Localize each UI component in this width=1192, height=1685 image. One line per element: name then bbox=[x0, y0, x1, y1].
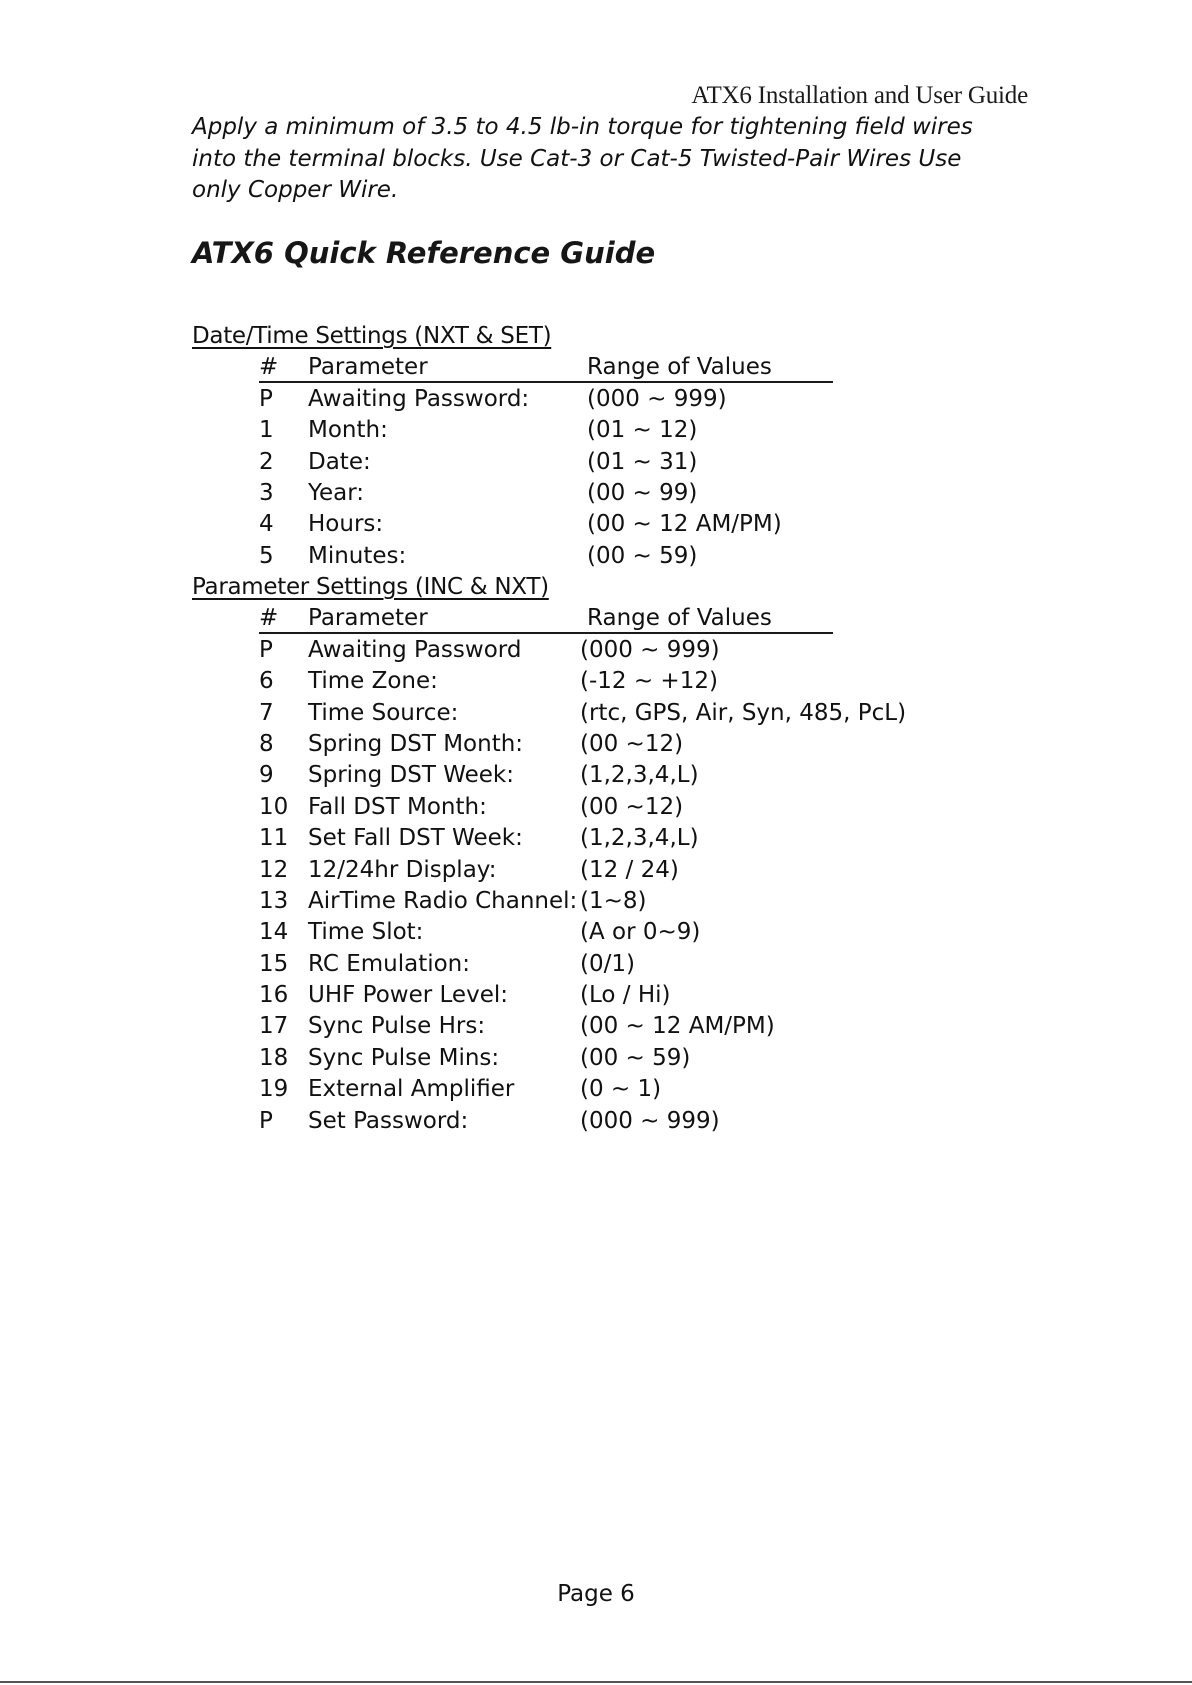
table-row bbox=[192, 415, 698, 446]
row-parameter: Spring DST Week: bbox=[308, 762, 514, 789]
row-number: 7 bbox=[259, 699, 274, 726]
page-number: Page 6 bbox=[557, 1581, 635, 1607]
row-parameter: RC Emulation: bbox=[308, 950, 471, 977]
row-parameter: Awaiting Password bbox=[308, 636, 522, 663]
row-parameter: Fall DST Month: bbox=[308, 793, 487, 820]
row-number: 12 bbox=[259, 856, 289, 883]
row-parameter: Sync Pulse Mins: bbox=[308, 1044, 500, 1071]
row-parameter: 12/24hr Display: bbox=[308, 856, 497, 883]
parameter-column-header bbox=[192, 603, 772, 634]
row-range: (0 ~ 1) bbox=[580, 1076, 662, 1103]
table-row bbox=[192, 980, 671, 1011]
row-number: 14 bbox=[259, 919, 289, 946]
row-range: (00 ~ 99) bbox=[587, 479, 698, 506]
row-range: (1~8) bbox=[580, 887, 647, 914]
row-number: P bbox=[259, 385, 273, 412]
row-range: (1,2,3,4,L) bbox=[580, 825, 699, 852]
row-number: 2 bbox=[259, 448, 274, 475]
row-range: (00 ~12) bbox=[580, 730, 684, 757]
table-row bbox=[192, 635, 720, 666]
row-range: (00 ~12) bbox=[580, 793, 684, 820]
row-range: (00 ~ 12 AM/PM) bbox=[580, 1013, 775, 1040]
row-parameter: Time Slot: bbox=[308, 919, 424, 946]
table-row bbox=[192, 509, 782, 540]
table-row bbox=[192, 917, 701, 948]
row-number: 10 bbox=[259, 793, 289, 820]
table-row bbox=[192, 1074, 662, 1105]
parameter-rows bbox=[192, 635, 907, 1137]
row-number: 17 bbox=[259, 1013, 289, 1040]
row-number: 6 bbox=[259, 668, 274, 695]
row-parameter: Year: bbox=[308, 479, 365, 506]
row-number: P bbox=[259, 636, 273, 663]
row-number: 11 bbox=[259, 825, 289, 852]
table-row bbox=[192, 666, 718, 697]
row-parameter: Set Password: bbox=[308, 1107, 469, 1134]
row-range: (rtc, GPS, Air, Syn, 485, PcL) bbox=[580, 699, 907, 726]
table-row bbox=[192, 949, 635, 980]
column-header-underline bbox=[259, 632, 833, 634]
datetime-rows bbox=[192, 384, 782, 572]
row-parameter: Time Source: bbox=[308, 699, 459, 726]
row-number: 18 bbox=[259, 1044, 289, 1071]
row-parameter: Month: bbox=[308, 417, 388, 444]
page-bottom-rule bbox=[0, 1681, 1192, 1683]
row-number: 1 bbox=[259, 417, 274, 444]
running-header: ATX6 Installation and User Guide bbox=[691, 82, 1028, 109]
row-parameter: UHF Power Level: bbox=[308, 982, 508, 1009]
table-row bbox=[192, 729, 684, 760]
column-header-underline bbox=[259, 381, 833, 383]
row-range: (000 ~ 999) bbox=[587, 385, 727, 412]
row-number: 9 bbox=[259, 762, 274, 789]
table-row bbox=[192, 1011, 775, 1042]
column-num-label: # bbox=[259, 354, 279, 381]
table-row bbox=[192, 1106, 720, 1137]
row-range: (12 / 24) bbox=[580, 856, 679, 883]
row-parameter: Set Fall DST Week: bbox=[308, 825, 523, 852]
parameter-heading-text: Parameter Settings (INC & NXT) bbox=[192, 574, 549, 600]
row-number: 8 bbox=[259, 730, 274, 757]
row-range: (01 ~ 31) bbox=[587, 448, 698, 475]
row-range: (A or 0~9) bbox=[580, 919, 701, 946]
table-row bbox=[192, 823, 699, 854]
column-parameter-label: Parameter bbox=[308, 605, 428, 632]
datetime-settings-table bbox=[192, 321, 782, 572]
row-parameter: Spring DST Month: bbox=[308, 730, 524, 757]
table-row bbox=[192, 760, 699, 791]
row-range: (0/1) bbox=[580, 950, 635, 977]
row-range: (-12 ~ +12) bbox=[580, 668, 718, 695]
table-row bbox=[192, 384, 727, 415]
row-number: 15 bbox=[259, 950, 289, 977]
row-parameter: Date: bbox=[308, 448, 371, 475]
row-range: (000 ~ 999) bbox=[580, 1107, 720, 1134]
table-row bbox=[192, 855, 679, 886]
row-parameter: AirTime Radio Channel: bbox=[308, 887, 578, 914]
table-row bbox=[192, 541, 698, 572]
table-row bbox=[192, 698, 907, 729]
row-range: (1,2,3,4,L) bbox=[580, 762, 699, 789]
row-parameter: External Amplifier bbox=[308, 1076, 515, 1103]
row-number: P bbox=[259, 1107, 273, 1134]
datetime-settings-heading bbox=[192, 321, 551, 352]
row-number: 19 bbox=[259, 1076, 289, 1103]
row-parameter: Awaiting Password: bbox=[308, 385, 530, 412]
row-parameter: Hours: bbox=[308, 511, 384, 538]
row-number: 13 bbox=[259, 887, 289, 914]
table-row bbox=[192, 886, 647, 917]
column-range-label: Range of Values bbox=[587, 605, 772, 632]
row-range: (00 ~ 59) bbox=[587, 542, 698, 569]
table-row bbox=[192, 447, 698, 478]
row-range: (000 ~ 999) bbox=[580, 636, 720, 663]
parameter-settings-table bbox=[192, 572, 907, 1137]
row-parameter: Time Zone: bbox=[308, 668, 438, 695]
datetime-heading-text: Date/Time Settings (NXT & SET) bbox=[192, 323, 552, 349]
row-range: (Lo / Hi) bbox=[580, 982, 671, 1009]
row-parameter: Minutes: bbox=[308, 542, 407, 569]
column-parameter-label: Parameter bbox=[308, 354, 428, 381]
datetime-column-header bbox=[192, 352, 772, 383]
row-number: 3 bbox=[259, 479, 274, 506]
column-num-label: # bbox=[259, 605, 279, 632]
torque-note: Apply a minimum of 3.5 to 4.5 lb-in torque for tightening field wires into the terminal blocks. Use Cat-3 or Cat-5 Twisted-Pair Wires Use only Copper Wire. bbox=[192, 114, 973, 203]
table-row bbox=[192, 1043, 691, 1074]
row-number: 4 bbox=[259, 511, 274, 538]
row-range: (00 ~ 12 AM/PM) bbox=[587, 511, 782, 538]
quick-reference-title: ATX6 Quick Reference Guide bbox=[192, 236, 656, 270]
table-row bbox=[192, 478, 698, 509]
row-number: 16 bbox=[259, 982, 289, 1009]
row-number: 5 bbox=[259, 542, 274, 569]
column-range-label: Range of Values bbox=[587, 354, 772, 381]
row-range: (00 ~ 59) bbox=[580, 1044, 691, 1071]
table-row bbox=[192, 792, 684, 823]
parameter-settings-heading bbox=[192, 572, 549, 603]
row-parameter: Sync Pulse Hrs: bbox=[308, 1013, 486, 1040]
row-range: (01 ~ 12) bbox=[587, 417, 698, 444]
